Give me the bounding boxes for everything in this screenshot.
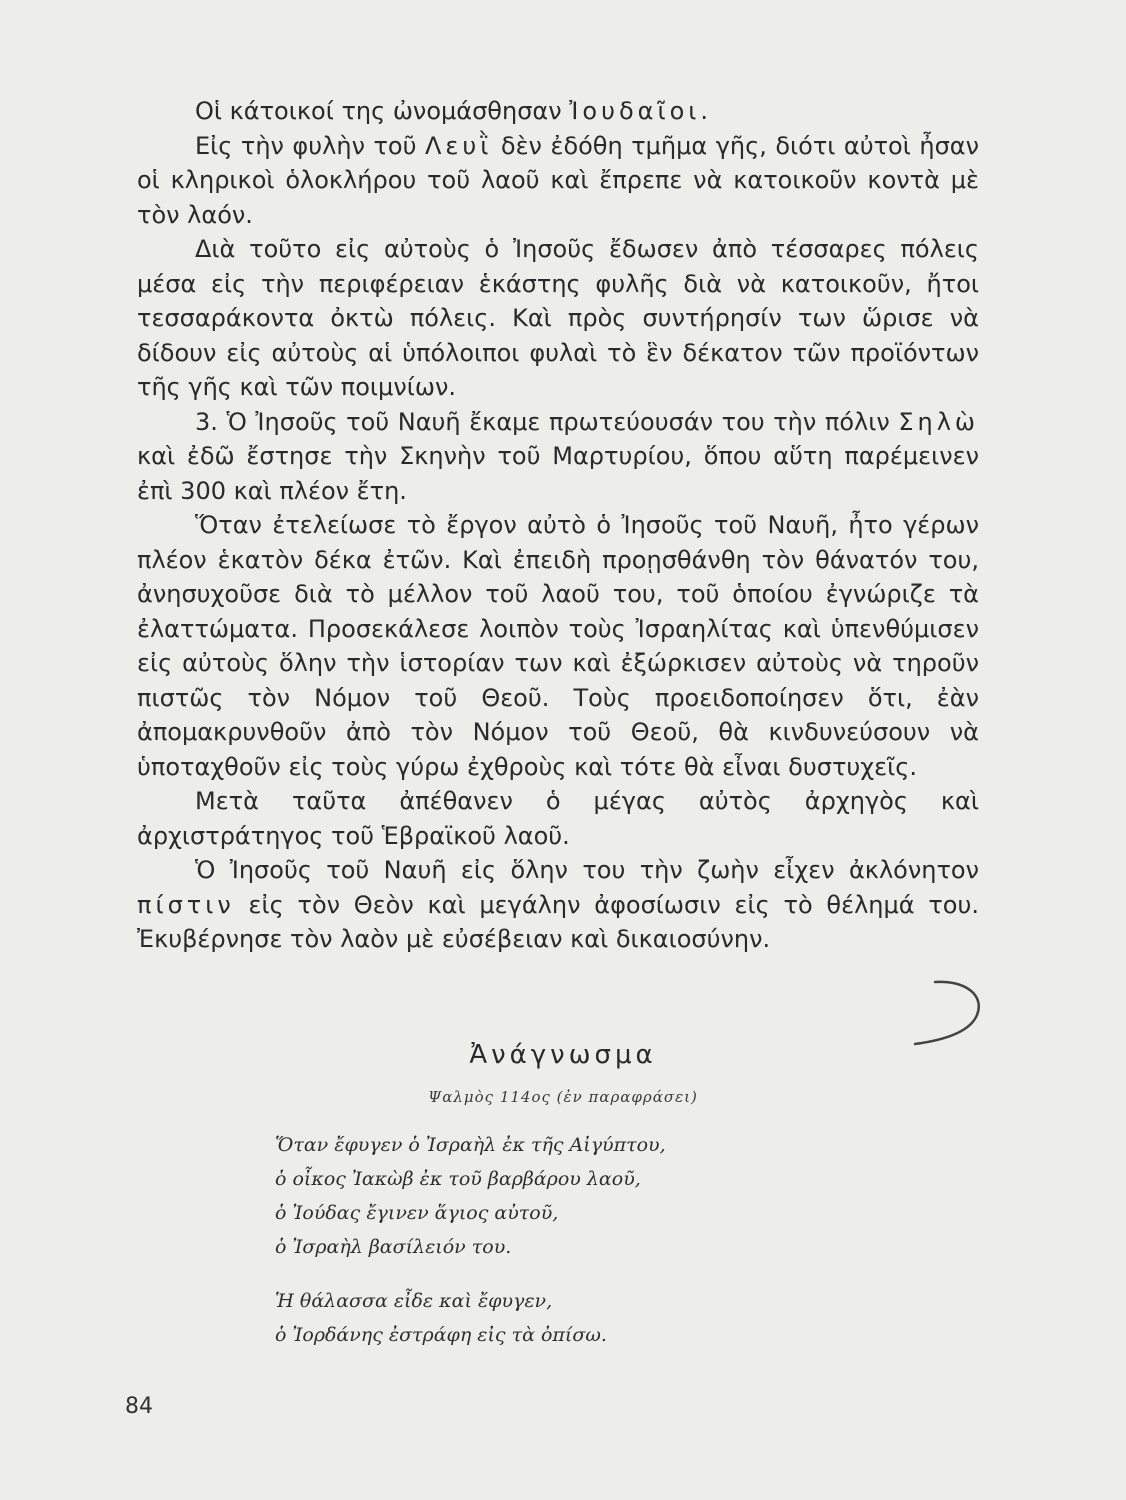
psalm-poem <box>275 1128 666 1372</box>
page-number: 84 <box>125 1394 153 1419</box>
spaced-emphasis: Σηλὼ <box>898 407 979 436</box>
text-run: Ὁ Ἰησοῦς τοῦ Ναυῆ εἰς ὅλην του τὴν ζωὴν εἶχεν ἀκλόνητον <box>195 856 979 884</box>
poem-line: ὁ Ἰούδας ἔγινεν ἅγιος αὐτοῦ, <box>275 1202 559 1224</box>
poem-line: ὁ οἶκος Ἰακὼβ ἐκ τοῦ βαρβάρου λαοῦ, <box>275 1168 641 1190</box>
text-run: Ὅταν ἐτελείωσε τὸ ἔργον αὐτὸ ὁ Ἰησοῦς τοῦ Ναυῆ, ἦτο γέρων πλέον ἑκατὸν δέκα ἐτῶν. Καὶ ἐπειδὴ προῃσθάνθη τὸν θάνατόν του, ἀνησυχοῦσε διὰ τὸ μέλλον τοῦ λαοῦ του, τοῦ ὁποίου ἐγνώριζε τὰ ἐλαττώματα. Προσεκάλεσε λοιπὸν τοὺς Ἰσραηλίτας καὶ ὑπενθύμισεν εἰς αὐτοὺς ὅλην τὴν ἱστορίαν των καὶ ἐξώρκισεν αὐτοὺς νὰ τηροῦν πιστῶς τὸν Νόμον τοῦ Θεοῦ. Τοὺς προειδοποίησεν ὅτι, ἐὰν ἀπομακρυνθοῦν ἀπὸ τὸν Νόμον τοῦ Θεοῦ, θὰ κινδυνεύσουν νὰ ὑποταχθοῦν εἰς τοὺς γύρω ἐχθροὺς καὶ τότε θὰ εἶναι δυστυχεῖς. <box>137 511 979 781</box>
text-run: Διὰ τοῦτο εἰς αὐτοὺς ὁ Ἰησοῦς ἔδωσεν ἀπὸ τέσσαρες πόλεις μέσα εἰς τὴν περιφέρειαν ἑκάστης φυλῆς διὰ νὰ κατοικοῦν, ἤτοι τεσσαράκοντα ὀκτὼ πόλεις. Καὶ πρὸς συντήρησίν των ὥρισε νὰ δίδουν εἰς αὐτοὺς αἱ ὑπόλοιποι φυλαὶ τὸ ἓν δέκατον τῶν προϊόντων τῆς γῆς καὶ τῶν ποιμνίων. <box>137 235 979 401</box>
poem-line: ὁ Ἰσραὴλ βασίλειόν του. <box>275 1236 512 1258</box>
text-run: 3. Ὁ Ἰησοῦς τοῦ Ναυῆ ἔκαμε πρωτεύουσάν του τὴν πόλιν <box>195 407 899 436</box>
text-run: εἰς τὸν Θεὸν καὶ μεγάλην ἀφοσίωσιν εἰς τὸ θέλημά του. Ἐκυβέρνησε τὸν λαὸν μὲ εὐσέβειαν καὶ δικαιοσύνην. <box>137 890 979 953</box>
text-run: Οἱ κάτοικοί της ὠνομάσθησαν <box>195 97 570 125</box>
paragraph <box>137 405 979 509</box>
paragraph <box>137 508 979 784</box>
spaced-emphasis: πίστιν <box>137 890 235 919</box>
poem-line: Ἡ θάλασσα εἶδε καὶ ἔφυγεν, <box>275 1290 553 1312</box>
paragraph <box>137 129 979 233</box>
text-run: καὶ ἐδῶ ἔστησε τὴν Σκηνὴν τοῦ Μαρτυρίου, ὅπου αὕτη παρέμεινεν ἐπὶ 300 καὶ πλέον ἔτη. <box>137 442 979 505</box>
poem-line: Ὅταν ἔφυγεν ὁ Ἰσραὴλ ἐκ τῆς Αἰγύπτου, <box>275 1134 666 1156</box>
psalm-subheading: Ψαλμὸς 114ος (ἐν παραφράσει) <box>428 1088 698 1106</box>
pen-mark-icon <box>905 960 995 1060</box>
spaced-emphasis: Λευῒ <box>425 131 493 160</box>
paragraph <box>137 232 979 405</box>
body-text <box>137 94 979 957</box>
text-run: Εἰς τὴν φυλὴν τοῦ <box>195 131 425 160</box>
paragraph <box>137 784 979 853</box>
spaced-emphasis: Ἰουδαῖοι. <box>569 97 713 125</box>
text-run: δὲν ἐδόθη τμῆμα γῆς, διότι αὐτοὶ ἦσαν οἱ κληρικοὶ ὁλοκλήρου τοῦ λαοῦ καὶ ἔπρεπε νὰ κατοικοῦν κοντὰ μὲ τὸν λαόν. <box>137 131 980 229</box>
reading-heading: Ἀνάγνωσμα <box>469 1040 657 1070</box>
paragraph <box>137 853 979 957</box>
paragraph <box>137 94 979 129</box>
text-run: Μετὰ ταῦτα ἀπέθανεν ὁ μέγας αὐτὸς ἀρχηγὸς καὶ ἀρχιστράτηγος τοῦ Ἑβραϊκοῦ λαοῦ. <box>137 787 979 850</box>
poem-line: ὁ Ἰορδάνης ἐστράφη εἰς τὰ ὀπίσω. <box>275 1324 607 1346</box>
poem-stanza <box>275 1128 666 1264</box>
poem-stanza <box>275 1284 666 1352</box>
